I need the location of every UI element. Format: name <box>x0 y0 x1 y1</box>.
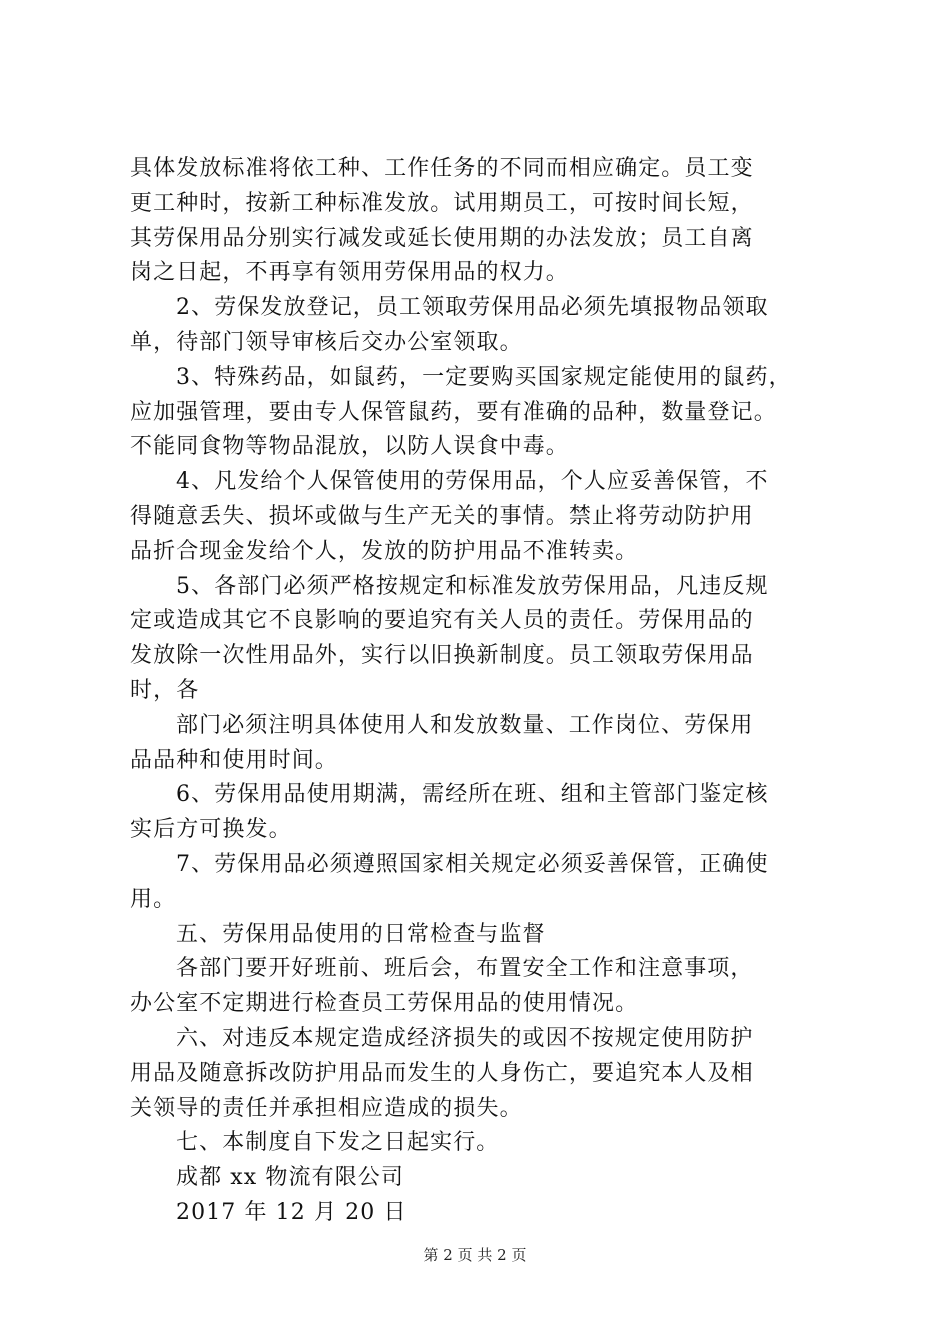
section-heading: 五、劳保用品使用的日常检查与监督 <box>176 921 546 947</box>
text-line: 7、劳保用品必须遵照国家相关规定必须妥善保管，正确使 <box>176 851 769 877</box>
text-line: 实后方可换发。 <box>130 817 292 843</box>
text-line: 时，各 <box>130 677 200 703</box>
text-line: 定或造成其它不良影响的要追究有关人员的责任。劳保用品的 <box>130 608 754 634</box>
text-line: 单，待部门领导审核后交办公室领取。 <box>130 329 523 355</box>
text-line: 2、劳保发放登记，员工领取劳保用品必须先填报物品领取 <box>176 295 769 321</box>
text-line: 各部门要开好班前、班后会，布置安全工作和注意事项， <box>176 956 754 982</box>
text-line: 岗之日起，不再享有领用劳保用品的权力。 <box>130 260 569 286</box>
text-line: 更工种时，按新工种标准发放。试用期员工，可按时间长短， <box>130 190 754 216</box>
company-signature: 成都 xx 物流有限公司 <box>176 1165 405 1191</box>
text-line: 发放除一次性用品外，实行以旧换新制度。员工领取劳保用品 <box>130 643 754 669</box>
text-line: 3、特殊药品，如鼠药，一定要购买国家规定能使用的鼠药， <box>176 364 792 390</box>
text-line: 其劳保用品分别实行减发或延长使用期的办法发放；员工自离 <box>130 225 754 251</box>
text-line: 具体发放标准将依工种、工作任务的不同而相应确定。员工变 <box>130 156 754 181</box>
document-body <box>130 152 830 1231</box>
text-line: 部门必须注明具体使用人和发放数量、工作岗位、劳保用 <box>176 712 754 738</box>
text-line: 品折合现金发给个人，发放的防护用品不准转卖。 <box>130 538 639 564</box>
text-line: 6、劳保用品使用期满，需经所在班、组和主管部门鉴定核 <box>176 782 769 808</box>
text-line: 用。 <box>130 886 177 912</box>
text-line: 办公室不定期进行检查员工劳保用品的使用情况。 <box>130 991 639 1017</box>
text-line: 用品及随意拆改防护用品而发生的人身伤亡，要追究本人及相 <box>130 1060 754 1086</box>
text-line: 关领导的责任并承担相应造成的损失。 <box>130 1095 523 1121</box>
text-line: 不能同食物等物品混放，以防人误食中毒。 <box>130 434 569 460</box>
text-line: 应加强管理，要由专人保管鼠药，要有准确的品种，数量登记。 <box>130 399 777 425</box>
page-number-footer: 第 2 页 共 2 页 <box>423 1246 527 1264</box>
document-date: 2017 年 12 月 20 日 <box>176 1199 407 1225</box>
text-line: 得随意丢失、损坏或做与生产无关的事情。禁止将劳动防护用 <box>130 503 754 529</box>
text-line: 品品种和使用时间。 <box>130 747 338 773</box>
text-line: 七、本制度自下发之日起实行。 <box>176 1130 500 1156</box>
text-line: 4、凡发给个人保管使用的劳保用品，个人应妥善保管，不 <box>176 469 769 495</box>
text-line: 5、各部门必须严格按规定和标准发放劳保用品，凡违反规 <box>176 573 769 599</box>
text-line: 六、对违反本规定造成经济损失的或因不按规定使用防护 <box>176 1025 754 1051</box>
